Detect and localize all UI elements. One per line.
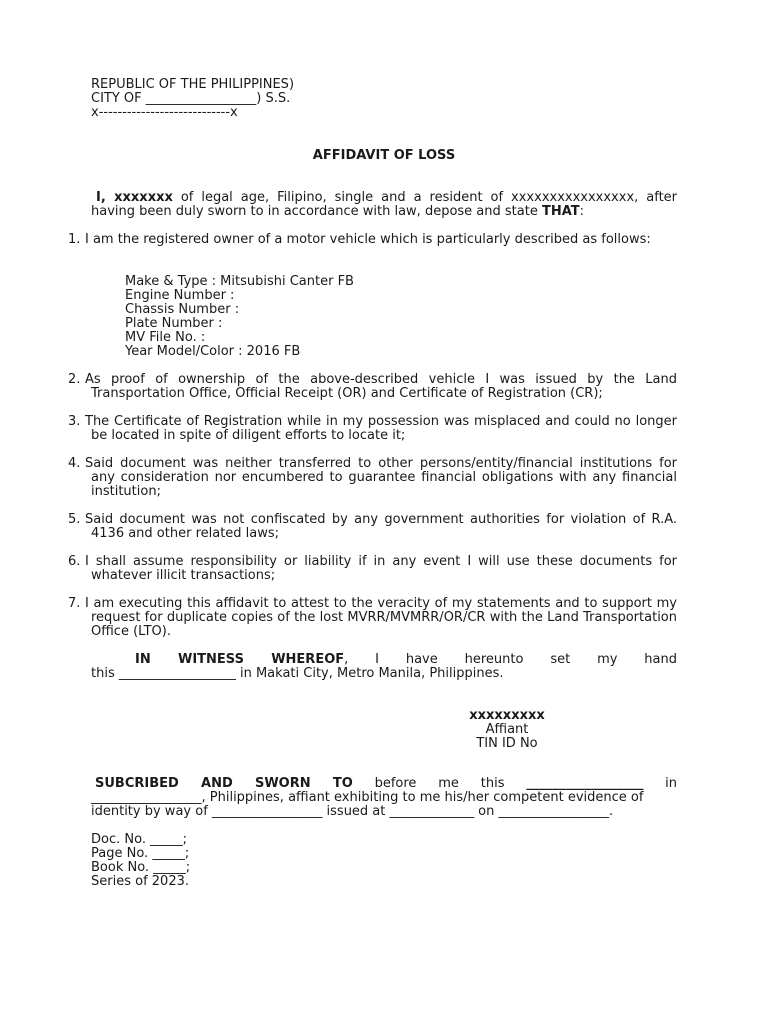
- city-line: CITY OF _________________) S.S.: [91, 91, 291, 106]
- plate-number: Plate Number :: [125, 316, 223, 331]
- witness-clause: IN WITNESS WHEREOF, I have hereunto set my hand this __________________ in Makati City, Metro Manila, Philippines.: [91, 652, 677, 681]
- list-item: 6. I shall assume responsibility or liability if in any event I will use these documents for whatever illicit transactions;: [68, 554, 677, 583]
- jurat-clause: SUBCRIBED AND SWORN TO before me this __________________ in _________________, Philippines, affiant exhibiting to me his/her competent evidence of identity by way of _________________ issued at _____________ on _________________.: [91, 776, 677, 819]
- intro-paragraph: I, xxxxxxx of legal age, Filipino, single and a resident of xxxxxxxxxxxxxxxx, after having been duly sworn to in accordance with law, depose and state THAT:: [91, 190, 678, 219]
- engine-number: Engine Number :: [125, 288, 235, 303]
- list-item: 1. I am the registered owner of a motor vehicle which is particularly described as follows:: [68, 232, 651, 247]
- notarial-register: [91, 833, 190, 889]
- list-item: 3. The Certificate of Registration while in my possession was misplaced and could no longer be located in spite of diligent efforts to locate it;: [68, 414, 677, 443]
- book-no: Book No. _____;: [91, 860, 191, 875]
- list-item: 4. Said document was neither transferred to other persons/entity/financial institutions for any consideration nor encumbered to guarantee financial obligations with any financial institution;: [68, 456, 677, 499]
- affiant-name-intro: I, xxxxxxx: [96, 190, 173, 205]
- mv-file-no: MV File No. :: [125, 330, 206, 345]
- witness-date-line: this __________________ in Makati City, Metro Manila, Philippines.: [91, 666, 504, 681]
- year-model-color: Year Model/Color : 2016 FB: [125, 344, 301, 359]
- venue-header: [91, 78, 294, 120]
- page-no: Page No. _____;: [91, 846, 190, 861]
- signature-block: [447, 709, 567, 751]
- jurat-identity-line: identity by way of _________________ issued at _____________ on _________________.: [91, 804, 614, 819]
- affiant-name: xxxxxxxxx: [469, 708, 545, 723]
- that-keyword: THAT: [541, 204, 580, 219]
- affiant-label: Affiant: [485, 722, 529, 737]
- document-title: AFFIDAVIT OF LOSS: [312, 148, 456, 163]
- document-title-wrap: [0, 149, 768, 163]
- list-item: 2. As proof of ownership of the above-described vehicle I was issued by the Land Transportation Office, Official Receipt (OR) and Certificate of Registration (CR);: [68, 372, 677, 401]
- tin-id-label: TIN ID No: [476, 736, 538, 751]
- divider-line: x----------------------------x: [91, 105, 238, 120]
- list-item: 5. Said document was not confiscated by any government authorities for violation of R.A. 4136 and other related laws;: [68, 512, 677, 541]
- jurat-place-line: _________________, Philippines, affiant exhibiting to me his/her competent evidence of: [91, 790, 644, 805]
- jurat-keyword: SUBCRIBED AND SWORN TO: [95, 776, 353, 791]
- witness-keyword: IN WITNESS WHEREOF: [135, 652, 345, 667]
- vehicle-details: [125, 275, 354, 359]
- make-type: Make & Type : Mitsubishi Canter FB: [125, 274, 354, 289]
- chassis-number: Chassis Number :: [125, 302, 240, 317]
- intro-text: of legal age, Filipino, single and a resident of xxxxxxxxxxxxxxxx, after having been duly sworn to in accordance with law, depose and state: [91, 190, 678, 219]
- doc-no: Doc. No. _____;: [91, 832, 187, 847]
- series-year: Series of 2023.: [91, 874, 189, 889]
- list-item: 7. I am executing this affidavit to attest to the veracity of my statements and to support my request for duplicate copies of the lost MVRR/MVMRR/OR/CR with the Land Transportation Office (LTO).: [68, 596, 677, 639]
- republic-line: REPUBLIC OF THE PHILIPPINES): [91, 77, 295, 92]
